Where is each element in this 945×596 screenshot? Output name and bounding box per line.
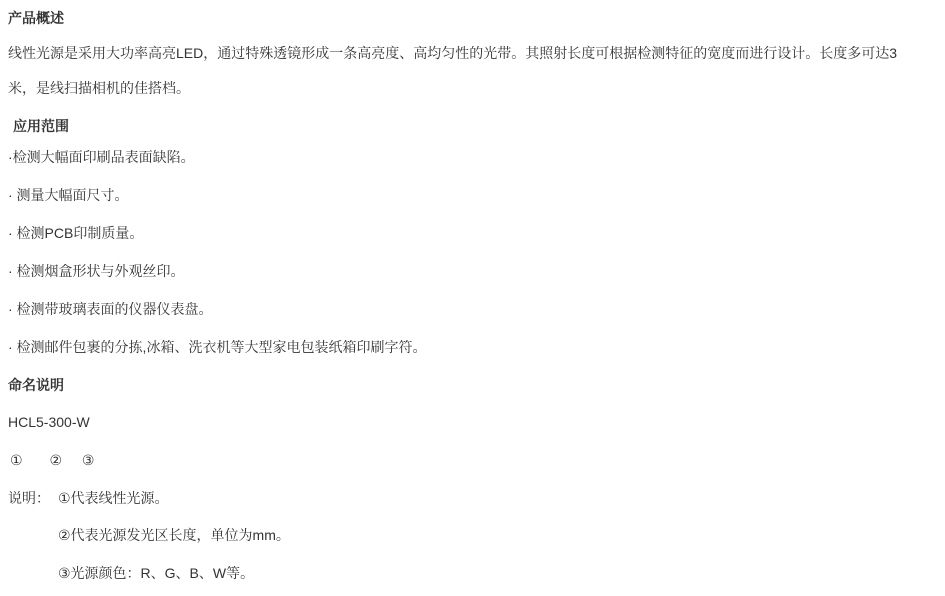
application-list-item: ·检测大幅面印刷品表面缺陷。	[8, 149, 195, 165]
circled-number-1: ①	[10, 452, 23, 468]
notes-label: 说明：	[8, 490, 50, 506]
overview-paragraph-line-1: 线性光源是采用大功率高亮LED，通过特殊透镜形成一条高亮度、高均匀性的光带。其照射长度可根据检测特征的宽度而进行设计。长度多可达3	[8, 45, 898, 61]
naming-note-row-1	[8, 488, 935, 508]
circled-number-2: ②	[49, 452, 63, 468]
circled-number-3: ③	[81, 452, 95, 468]
naming-marks-row	[8, 450, 935, 470]
model-code: HCL5-300-W	[8, 414, 90, 430]
naming-note-1: ①代表线性光源。	[58, 490, 169, 506]
section-heading-overview: 产品概述	[8, 10, 64, 26]
application-list-item: · 测量大幅面尺寸。	[8, 187, 129, 203]
naming-note-2: ②代表光源发光区长度，单位为mm。	[58, 527, 290, 543]
naming-note-3: ③光源颜色：R、G、B、W等。	[58, 565, 255, 581]
application-list-item: · 检测PCB印制质量。	[8, 225, 144, 241]
overview-paragraph-line-2: 米，是线扫描相机的佳搭档。	[8, 80, 190, 96]
application-list-item: · 检测邮件包裹的分拣,冰箱、洗衣机等大型家电包装纸箱印刷字符。	[8, 339, 427, 355]
application-list-item: · 检测带玻璃表面的仪器仪表盘。	[8, 301, 213, 317]
section-heading-applications: 应用范围	[13, 118, 69, 134]
section-heading-naming: 命名说明	[8, 377, 64, 393]
application-list-item: · 检测烟盒形状与外观丝印。	[8, 263, 185, 279]
